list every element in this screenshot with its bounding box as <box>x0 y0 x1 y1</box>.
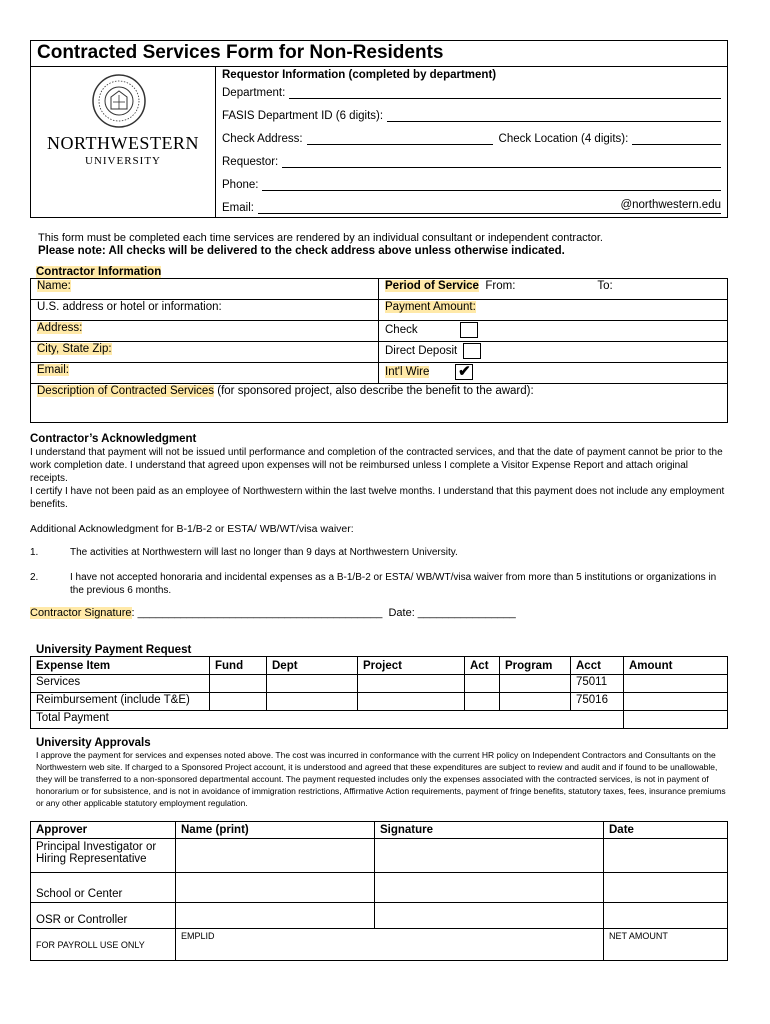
acknowledgment-heading: Contractor’s Acknowledgment <box>30 433 197 445</box>
item2-text: I have not accepted honoraria and incidental expenses as a B-1/B-2 or ESTA/ WB/WT/visa waiver from more than 5 institutions or organizations in the previous 6 months. <box>70 572 717 596</box>
table-row <box>31 711 728 729</box>
net-amount-label: NET AMOUNT <box>604 929 728 961</box>
table-row <box>31 903 728 929</box>
col-dept: Dept <box>267 657 358 675</box>
name-cell[interactable] <box>176 873 375 903</box>
fasis-field[interactable] <box>387 109 721 122</box>
table-row <box>31 929 728 961</box>
act-cell[interactable] <box>465 675 500 693</box>
signature-cell[interactable] <box>375 903 604 929</box>
city-label: City, State Zip: <box>37 343 112 355</box>
email-domain: @northwestern.edu <box>620 199 721 214</box>
fund-cell[interactable] <box>210 675 267 693</box>
notice <box>30 232 728 258</box>
col-act: Act <box>465 657 500 675</box>
check-checkbox[interactable] <box>460 322 478 338</box>
program-cell[interactable] <box>500 675 571 693</box>
dept-cell[interactable] <box>267 693 358 711</box>
signature-cell[interactable] <box>375 873 604 903</box>
email-label: Email: <box>222 202 254 214</box>
check-location-label: Check Location (4 digits): <box>498 133 629 145</box>
name-cell[interactable] <box>176 903 375 929</box>
contractor-section <box>30 266 728 423</box>
signature-cell[interactable] <box>375 839 604 873</box>
acknowledgment-section <box>30 433 728 620</box>
date-cell[interactable] <box>604 839 728 873</box>
col-program: Program <box>500 657 571 675</box>
item2-number: 2. <box>30 572 39 583</box>
row-acct: 75011 <box>571 675 624 693</box>
contractor-heading: Contractor Information <box>36 266 162 278</box>
check-address-label: Check Address: <box>222 133 303 145</box>
row-item: Total Payment <box>31 711 624 729</box>
date-cell[interactable] <box>604 873 728 903</box>
description-label: Description of Contracted Services <box>37 385 215 397</box>
approvals-section <box>30 737 728 961</box>
amount-cell[interactable] <box>624 693 728 711</box>
check-location-field[interactable] <box>632 132 721 145</box>
table-row <box>31 675 728 693</box>
total-amount-cell[interactable] <box>624 711 728 729</box>
table-row <box>31 693 728 711</box>
col-project: Project <box>358 657 465 675</box>
logo-line2: UNIVERSITY <box>85 155 161 167</box>
acknowledgment-p2: I certify I have not been paid as an employee of Northwestern within the last twelve months. I understand that this payment does not include any employment benefits. <box>30 486 725 510</box>
form-page <box>30 40 728 961</box>
intl-wire-checkbox[interactable]: ✔ <box>455 364 473 380</box>
check-address-field[interactable] <box>307 132 493 145</box>
col-date: Date <box>604 822 728 839</box>
logo-line1: NORTHWESTERN <box>47 133 199 153</box>
approvals-heading: University Approvals <box>36 737 151 749</box>
us-address-label: U.S. address or hotel or information: <box>31 300 379 321</box>
col-acct: Acct <box>571 657 624 675</box>
date-cell[interactable] <box>604 903 728 929</box>
payment-request-section <box>30 644 728 729</box>
header-box <box>30 40 728 218</box>
amount-cell[interactable] <box>624 675 728 693</box>
intl-wire-label: Int'l Wire <box>385 366 430 379</box>
direct-deposit-checkbox[interactable] <box>463 343 481 359</box>
payment-amount-label: Payment Amount: <box>385 301 476 313</box>
fund-cell[interactable] <box>210 693 267 711</box>
row-acct: 75016 <box>571 693 624 711</box>
phone-label: Phone: <box>222 179 259 191</box>
fasis-label: FASIS Department ID (6 digits): <box>222 110 384 122</box>
check-label: Check <box>385 324 418 337</box>
from-label: From: <box>485 280 516 292</box>
row-item: Services <box>31 675 210 693</box>
acknowledgment-p1: I understand that payment will not be issued until performance and completion of the contracted services, and that the date of payment cannot be prior to the work completion date. I understand that agreed upon expenses will not be reimbursed unless I complete a Visitor Expense Report and attach original receipts. <box>30 447 723 484</box>
payroll-label: FOR PAYROLL USE ONLY <box>31 929 176 961</box>
description-note: (for sponsored project, also describe the benefit to the award): <box>214 385 534 397</box>
email-field[interactable] <box>258 201 621 214</box>
requestor-field[interactable] <box>282 155 721 168</box>
table-row <box>31 839 728 873</box>
col-signature: Signature <box>375 822 604 839</box>
department-field[interactable] <box>289 86 721 99</box>
approvals-text: I approve the payment for services and expenses noted above. The cost was incurred in conformance with the current HR policy on Independent Contractors and Consultants on the Northwestern web site. If charged to a Sponsored Project account, it is understood and agreed that these expenditures are subject to review and audit and if found to be unallowable, they will be transferred to a non-sponsored departmental account. The payment requested includes only the expenses associated with the contracted services, is not in payment of honorarium or for subsistence, and is not in avoidance of immigration restrictions, Affirmative Action requirements, payment of fringe benefits, statutory taxes, fees, insurance premiums or any other applicable statutory employment regulation. <box>36 750 726 808</box>
notice-bold: Please note: All checks will be delivered to the check address above unless otherwise indicated. <box>38 245 565 257</box>
signature-label: Contractor Signature <box>30 607 132 619</box>
name-cell[interactable] <box>176 839 375 873</box>
signature-line[interactable]: : ________________________________________ <box>131 607 383 619</box>
col-amount: Amount <box>624 657 728 675</box>
department-label: Department: <box>222 87 286 99</box>
signature-date[interactable]: Date: ________________ <box>388 607 516 619</box>
contractor-table <box>30 278 728 423</box>
form-title: Contracted Services Form for Non-Residents <box>31 41 727 67</box>
item1-number: 1. <box>30 547 39 558</box>
requestor-heading: Requestor Information (completed by department) <box>222 69 497 81</box>
dept-cell[interactable] <box>267 675 358 693</box>
approver-label: School or Center <box>31 873 176 903</box>
address-label: Address: <box>37 322 83 334</box>
university-logo <box>31 67 216 217</box>
payment-heading: University Payment Request <box>36 644 192 656</box>
col-name: Name (print) <box>176 822 375 839</box>
act-cell[interactable] <box>465 693 500 711</box>
to-label: To: <box>597 280 613 292</box>
requestor-section <box>216 67 727 217</box>
approver-label: OSR or Controller <box>31 903 176 929</box>
program-cell[interactable] <box>500 693 571 711</box>
email-contractor-label: Email: <box>37 364 69 376</box>
table-row <box>31 873 728 903</box>
requestor-label: Requestor: <box>222 156 279 168</box>
approvals-table <box>30 821 728 961</box>
name-label: Name: <box>37 280 71 292</box>
period-label: Period of Service <box>385 280 479 292</box>
item1-text: The activities at Northwestern will last no longer than 9 days at Northwestern University. <box>70 547 458 558</box>
col-fund: Fund <box>210 657 267 675</box>
payment-table <box>30 656 728 729</box>
project-cell[interactable] <box>358 693 465 711</box>
university-seal-icon <box>91 73 147 129</box>
col-expense-item: Expense Item <box>31 657 210 675</box>
project-cell[interactable] <box>358 675 465 693</box>
additional-ack: Additional Acknowledgment for B-1/B-2 or ESTA/ WB/WT/visa waiver: <box>30 523 354 535</box>
direct-deposit-label: Direct Deposit <box>385 345 458 358</box>
notice-text: This form must be completed each time services are rendered by an individual consultant or independent contractor. <box>38 232 603 244</box>
row-item: Reimbursement (include T&E) <box>31 693 210 711</box>
phone-field[interactable] <box>262 178 721 191</box>
col-approver: Approver <box>31 822 176 839</box>
approver-label: Principal Investigator or Hiring Representative <box>31 839 176 873</box>
emplid-label: EMPLID <box>176 929 604 961</box>
